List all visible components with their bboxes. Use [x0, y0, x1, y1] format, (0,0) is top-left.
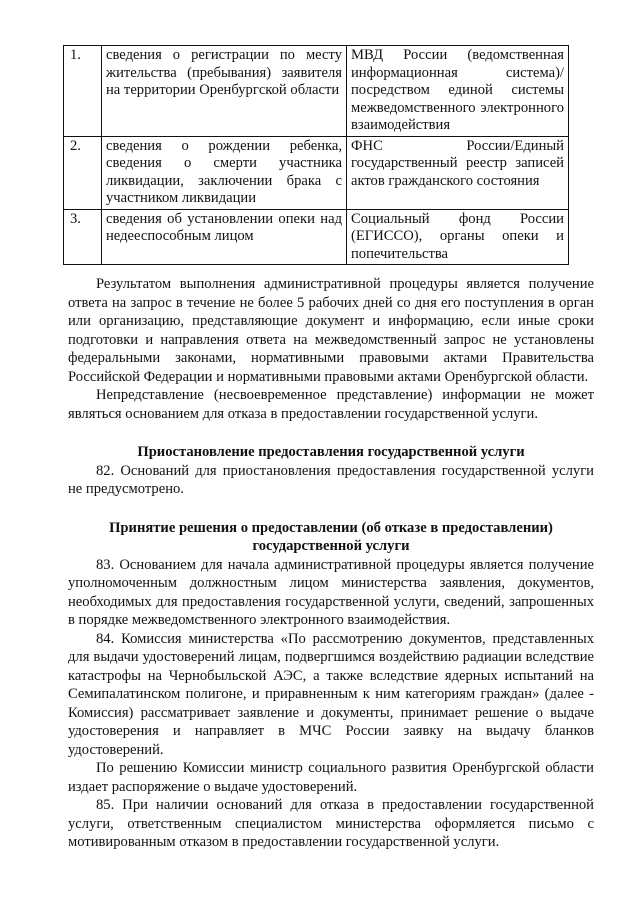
requested-info-cell: сведения об установлении опеки над недееспособным лицом: [102, 209, 347, 265]
table-row: [64, 136, 569, 209]
minister-paragraph: По решению Комиссии министр социального развития Оренбургской области издает распоряжение о выдаче удостоверений.: [68, 760, 594, 795]
row-number: 1.: [64, 46, 102, 137]
decision-heading-line2: государственной услуги: [252, 538, 410, 554]
table-row: [64, 209, 569, 265]
requested-info-cell: сведения о регистрации по месту жительства (пребывания) заявителя на территории Оренбургской области: [102, 46, 347, 137]
nonsubmission-paragraph: Непредставление (несвоевременное представление) информации не может являться основанием для отказа в предоставлении государственной услуги.: [68, 387, 594, 422]
decision-heading-line1: Принятие решения о предоставлении (об отказе в предоставлении): [109, 519, 553, 536]
paragraph-84: 84. Комиссия министерства «По рассмотрению документов, представленных для выдачи удостоверений лицам, подвергшимся воздействию радиации вследствие катастрофы на Чернобыльской АЭС, а также вследствие ядерных испытаний на Семипалатинском полигоне, и приравненным к ним категориям граждан» (далее - Комиссия) рассматривает заявление и документы, принимает решение о выдаче удостоверения и направляет в МЧС России заявку на выдачу бланков удостоверений.: [68, 630, 594, 758]
paragraph-85: 85. При наличии оснований для отказа в предоставлении государственной услуги, ответственным специалистом министерства оформляется письмо с мотивированным отказом в предоставлении государственной услуги.: [68, 797, 594, 850]
row-number: 3.: [64, 209, 102, 265]
paragraph-83: 83. Основанием для начала административной процедуры является получение уполномоченным должностным лицом министерства заявления, документов, необходимых для предоставления государственной услуги, сведений, запрошенных в порядке межведомственного электронного взаимодействия.: [68, 556, 594, 628]
document-body: [68, 275, 594, 852]
info-source-cell: ФНС России/Единый государственный реестр записей актов гражданского состояния: [347, 136, 569, 209]
info-source-cell: Социальный фонд России (ЕГИССО), органы опеки и попечительства: [347, 209, 569, 265]
info-source-cell: МВД России (ведомственная информационная система)/ посредством единой системы межведомственного электронного взаимодействия: [347, 46, 569, 137]
table-row: [64, 46, 569, 137]
suspension-heading: Приостановление предоставления государственной услуги: [137, 444, 525, 460]
paragraph-82: 82. Оснований для приостановления предоставления государственной услуги не предусмотрено.: [68, 462, 594, 497]
result-paragraph: Результатом выполнения административной процедуры является получение ответа на запрос в течение не более 5 рабочих дней со дня его поступления в орган или организацию, представляющие документ и информацию, если иные сроки подготовки и направления ответа на межведомственный запрос не установлены федеральными законами, нормативными правовыми актами Правительства Российской Федерации и нормативными правовыми актами Оренбургской области.: [68, 276, 594, 385]
interagency-requests-table: [63, 45, 569, 265]
row-number: 2.: [64, 136, 102, 209]
requested-info-cell: сведения о рождении ребенка, сведения о смерти участника ликвидации, заключении брака с участником ликвидации: [102, 136, 347, 209]
